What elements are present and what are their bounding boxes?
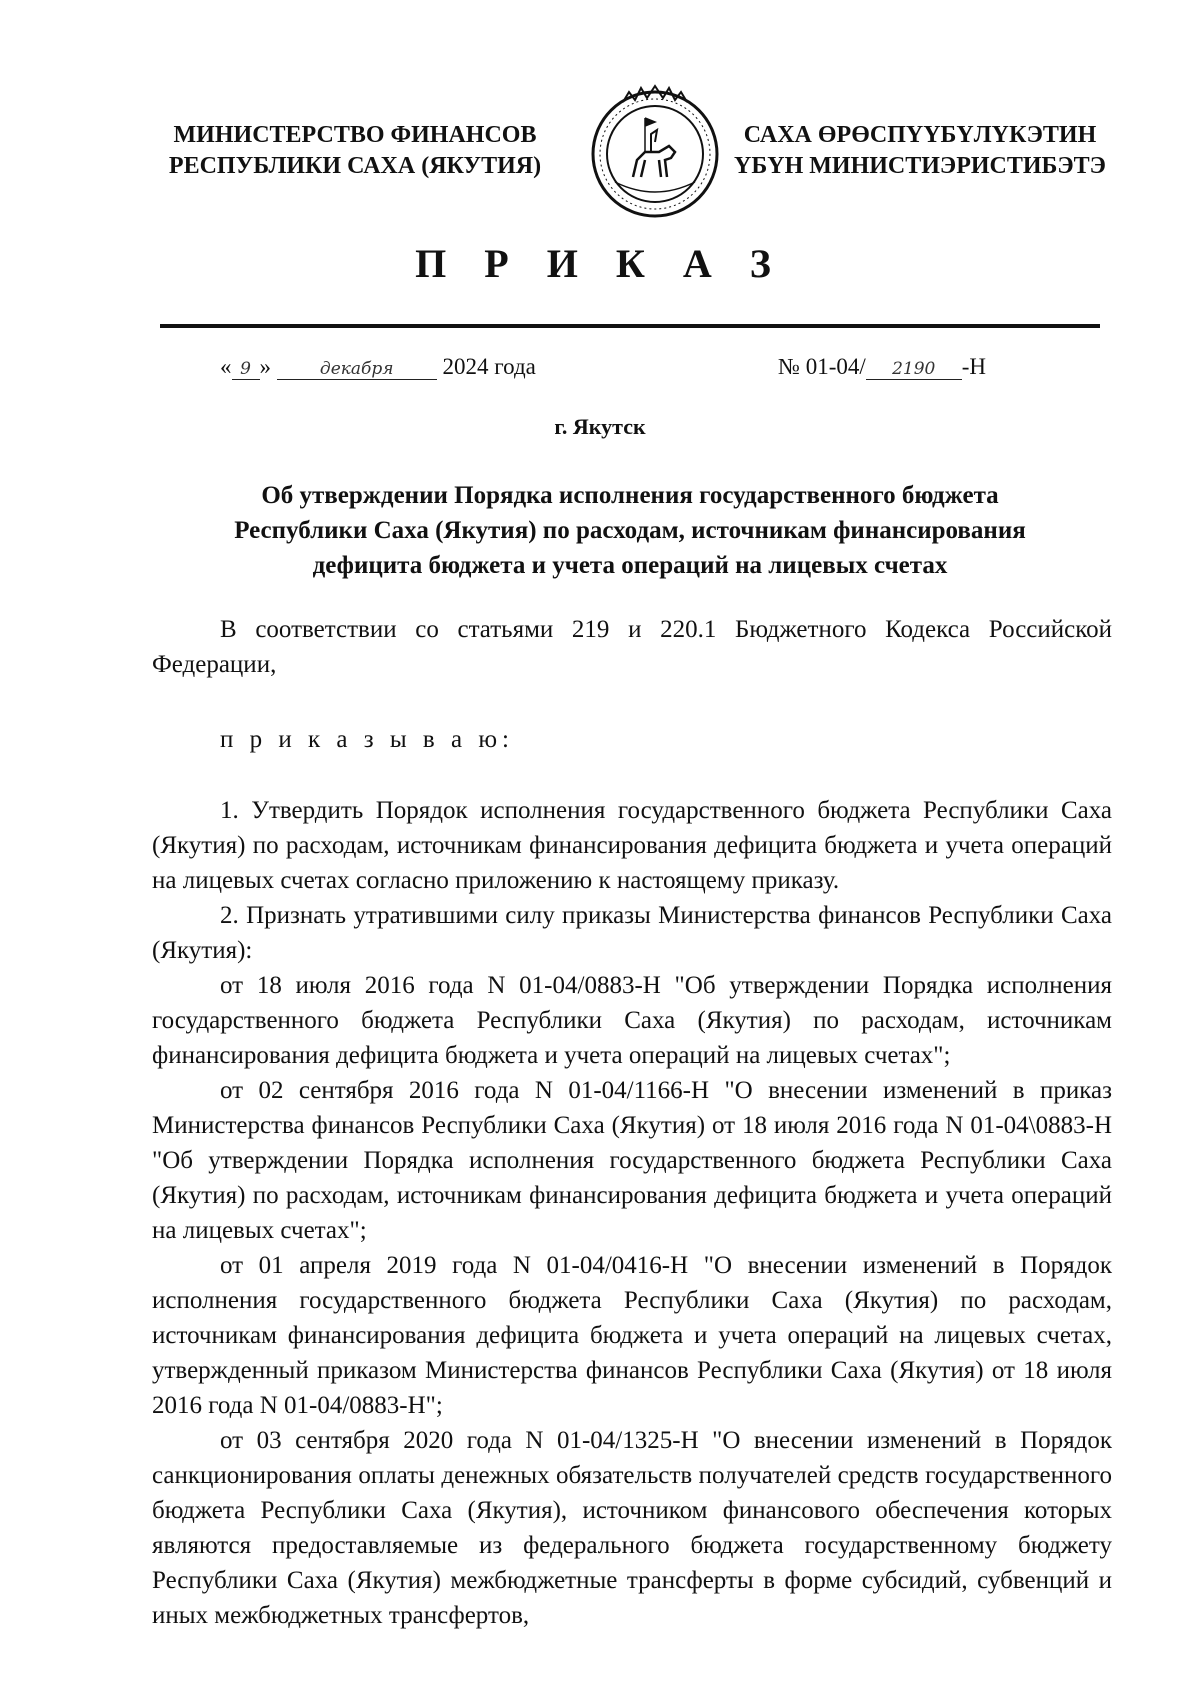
ministry-name-sakha-line-1: САХА ӨРӨСПҮҮБҮЛҮКЭТИН xyxy=(743,122,1097,148)
subject-line-1: Об утверждении Порядка исполнения государственного бюджета xyxy=(261,482,999,509)
number-prefix: № 01-04/ xyxy=(778,354,866,379)
date-day: 9 xyxy=(232,359,260,380)
order-subject xyxy=(160,478,1100,583)
ministry-name-sakha-line-2: ҮБҮН МИНИСТИЭРИСТИБЭТЭ xyxy=(734,153,1106,179)
repealed-order-2016-1166: от 02 сентября 2016 года N 01-04/1166-Н "О внесении изменений в приказ Министерства финансов Республики Саха (Якутия) от 18 июля 2016 года N 01-04\0883-Н "Об утверждении Порядка исполнения государственного бюджета Республики Саха (Якутия) по расходам, источникам финансирования дефицита бюджета и учета операций на лицевых счетах"; xyxy=(152,1077,1112,1244)
document-title: П Р И К А З xyxy=(415,241,785,286)
repealed-order-2019-0416: от 01 апреля 2019 года N 01-04/0416-Н "О внесении изменений в Порядок исполнения государственного бюджета Республики Саха (Якутия) по расходам, источникам финансирования дефицита бюджета и учета операций на лицевых счетах, утвержденный приказом Министерства финансов Республики Саха (Якутия) от 18 июля 2016 года N 01-04/0883-Н"; xyxy=(152,1252,1112,1419)
preamble-text: В соответствии со статьями 219 и 220.1 Бюджетного Кодекса Российской Федерации, xyxy=(152,616,1112,678)
ministry-name-sakha xyxy=(720,120,1120,182)
item-2: 2. Признать утратившими силу приказы Министерства финансов Республики Саха (Якутия): xyxy=(152,902,1112,964)
date-year: 2024 года xyxy=(442,354,536,379)
date-open-quote: « xyxy=(220,354,232,379)
order-items xyxy=(152,793,1112,1633)
order-date xyxy=(220,354,536,380)
subject-line-3: дефицита бюджета и учета операций на лицевых счетах xyxy=(312,552,948,579)
repealed-order-2016-0883: от 18 июля 2016 года N 01-04/0883-Н "Об утверждении Порядка исполнения государственного бюджета Республики Саха (Якутия) по расходам, источникам финансирования дефицита бюджета и учета операций на лицевых счетах"; xyxy=(152,972,1112,1069)
ministry-name-russian xyxy=(160,120,550,182)
order-word: п р и к а з ы в а ю: xyxy=(220,726,514,753)
number-suffix: -Н xyxy=(961,354,987,379)
number-value: 2190 xyxy=(866,359,962,380)
date-close-quote: » xyxy=(259,354,271,379)
date-month: декабря xyxy=(277,359,437,380)
repealed-order-2020-1325: от 03 сентября 2020 года N 01-04/1325-Н "О внесении изменений в Порядок санкционирования оплаты денежных обязательств получателей средств государственного бюджета Республики Саха (Якутия), источником финансового обеспечения которых являются предоставляемые из федерального бюджета государственному бюджету Республики Саха (Якутия) межбюджетные трансферты в форме субсидий, субвенций и иных межбюджетных трансфертов, xyxy=(152,1427,1112,1629)
coat-of-arms-icon xyxy=(585,82,725,222)
city-label: г. Якутск xyxy=(554,414,646,439)
ministry-name-line-1: МИНИСТЕРСТВО ФИНАНСОВ xyxy=(173,122,537,148)
subject-line-2: Республики Саха (Якутия) по расходам, источникам финансирования xyxy=(234,517,1026,544)
ministry-name-line-2: РЕСПУБЛИКИ САХА (ЯКУТИЯ) xyxy=(168,153,542,179)
item-1: 1. Утвердить Порядок исполнения государственного бюджета Республики Саха (Якутия) по расходам, источникам финансирования дефицита бюджета и учета операций на лицевых счетах согласно приложению к настоящему приказу. xyxy=(152,797,1112,894)
order-number xyxy=(778,354,986,380)
preamble-paragraph xyxy=(152,612,1112,682)
header-divider xyxy=(160,324,1100,328)
